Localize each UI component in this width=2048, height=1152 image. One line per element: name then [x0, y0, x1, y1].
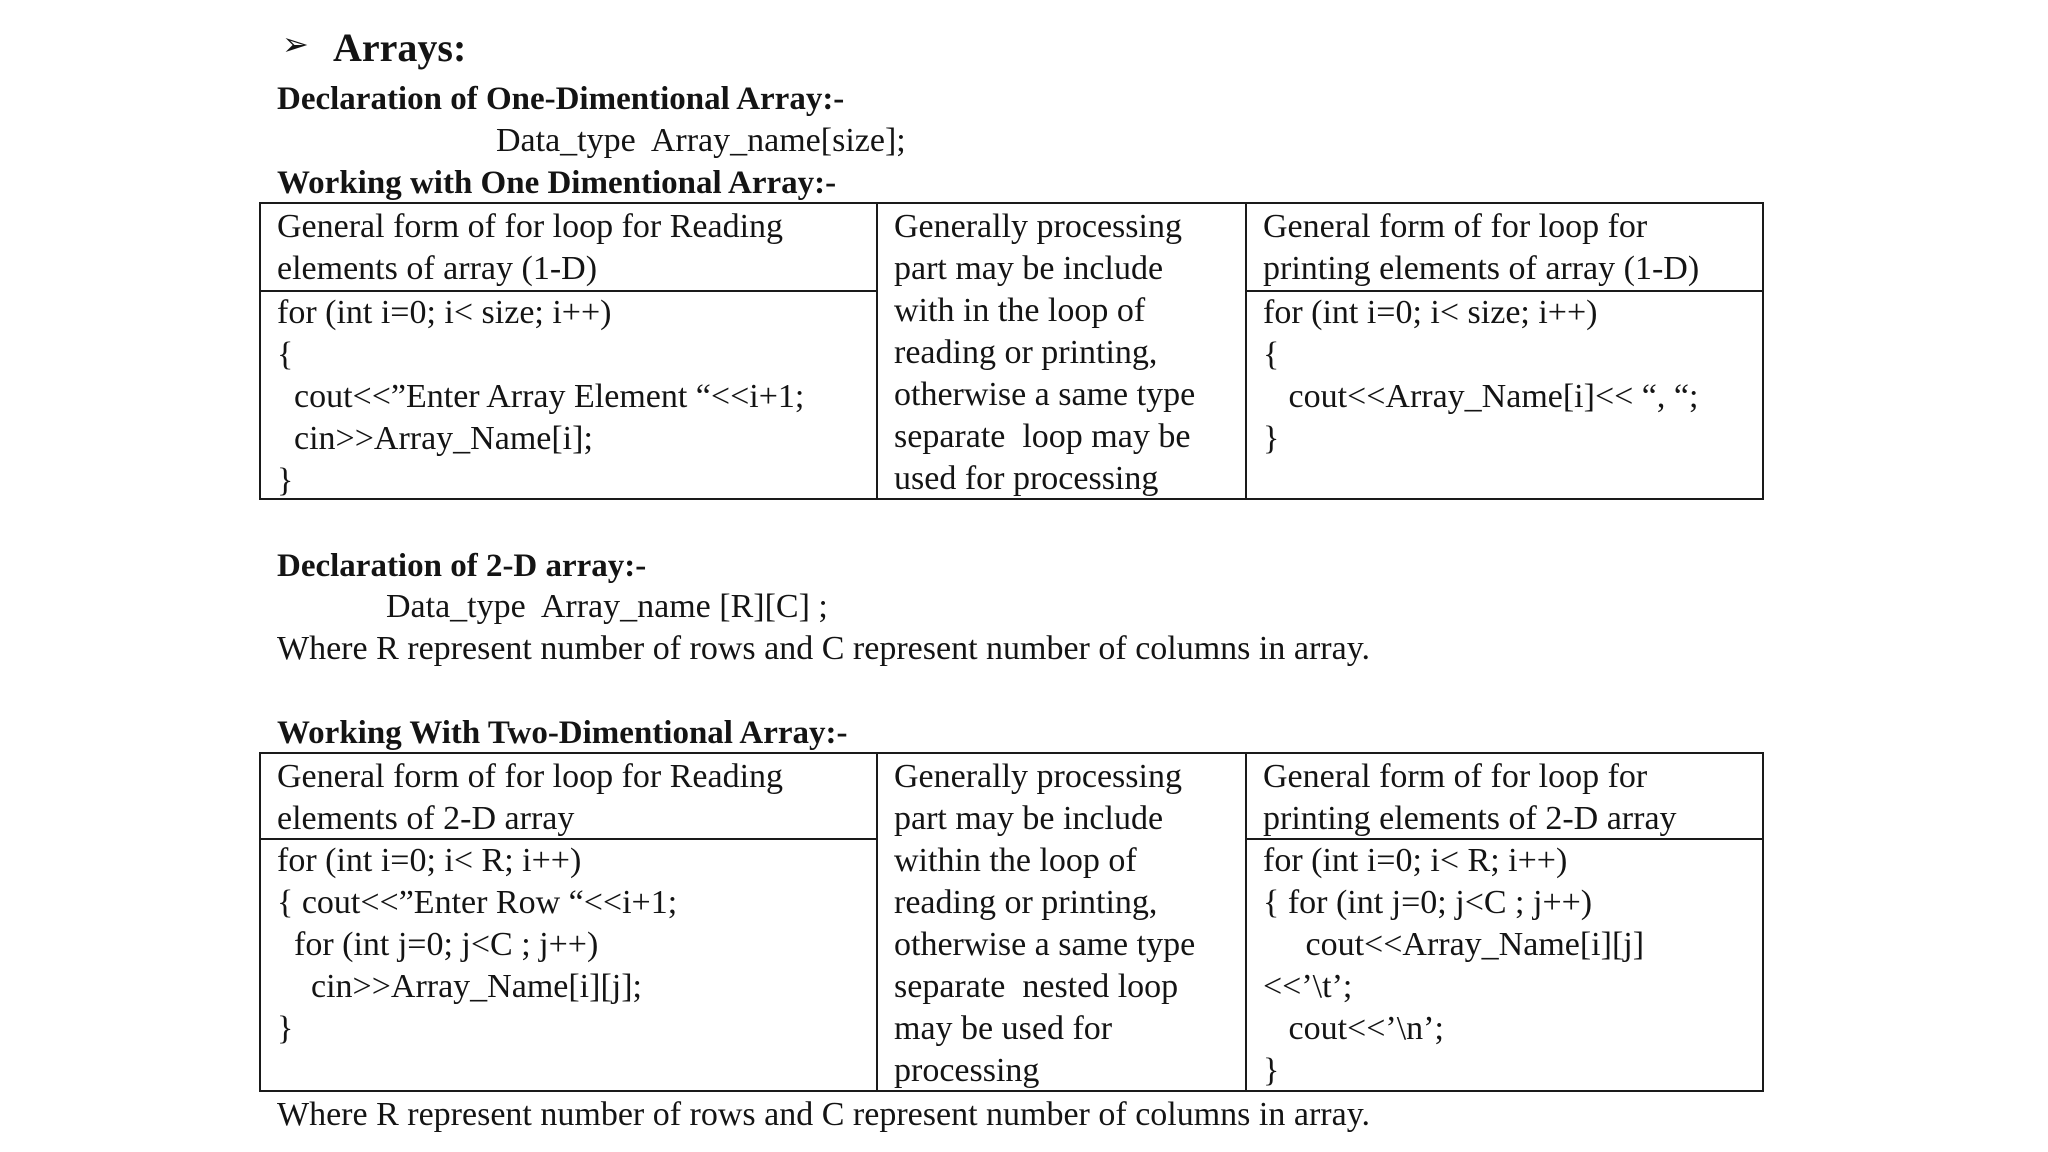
note-line: within the loop of [894, 842, 1137, 879]
code-line: cout<<’\n’; [1263, 1010, 1444, 1047]
code-line: cin>>Array_Name[i][j]; [277, 968, 642, 1005]
note-line: may be used for [894, 1010, 1113, 1047]
code-line: cout<<Array_Name[i]<< “, “; [1263, 378, 1699, 415]
table-divider [876, 754, 878, 1090]
note-line: part may be include [894, 800, 1164, 837]
code-line: } [1263, 420, 1280, 457]
one-d-read-code [277, 292, 804, 502]
two-d-declaration-heading: Declaration of 2-D array:- [277, 548, 647, 584]
header-line: General form of for loop for Reading [277, 208, 784, 245]
code-line: { for (int j=0; j<C ; j++) [1263, 884, 1593, 921]
one-d-processing-note [894, 206, 1195, 500]
header-line: General form of for loop for Reading [277, 758, 784, 795]
two-d-read-header [277, 756, 783, 840]
header-line: General form of for loop for [1263, 758, 1648, 795]
header-line: printing elements of array (1-D) [1263, 250, 1700, 287]
code-line: } [1263, 1052, 1280, 1089]
two-d-print-code [1263, 840, 1644, 1092]
header-line: elements of array (1-D) [277, 250, 598, 287]
note-line: part may be include [894, 250, 1164, 287]
header-line: General form of for loop for [1263, 208, 1648, 245]
one-d-declaration-syntax: Data_type Array_name[size]; [496, 122, 906, 159]
table-divider [1245, 204, 1247, 498]
code-line: { [1263, 336, 1280, 373]
note-line: with in the loop of [894, 292, 1146, 329]
note-line: separate loop may be [894, 418, 1191, 455]
two-d-declaration-note: Where R represent number of rows and C represent number of columns in array. [277, 630, 1370, 667]
note-line: processing [894, 1052, 1040, 1089]
two-d-declaration-syntax: Data_type Array_name [R][C] ; [386, 588, 828, 625]
one-d-print-header [1263, 206, 1699, 290]
note-line: Generally processing [894, 758, 1182, 795]
two-d-table [259, 752, 1764, 1092]
two-d-read-code [277, 840, 677, 1050]
code-line: cout<<Array_Name[i][j] [1263, 926, 1645, 963]
code-line: { cout<<”Enter Row “<<i+1; [277, 884, 678, 921]
note-line: reading or printing, [894, 884, 1158, 921]
code-line: cout<<”Enter Array Element “<<i+1; [277, 378, 805, 415]
two-d-print-header [1263, 756, 1677, 840]
note-line: otherwise a same type [894, 926, 1196, 963]
bullet-arrow-icon: ➢ [282, 26, 309, 62]
code-line: for (int i=0; i< R; i++) [1263, 842, 1568, 879]
code-line: for (int i=0; i< size; i++) [1263, 294, 1598, 331]
one-d-working-heading: Working with One Dimentional Array:- [277, 165, 837, 201]
table-divider [1245, 754, 1247, 1090]
two-d-footer-note: Where R represent number of rows and C represent number of columns in array. [277, 1096, 1370, 1133]
one-d-read-header [277, 206, 783, 290]
two-d-processing-note [894, 756, 1195, 1092]
code-line: } [277, 1010, 294, 1047]
note-line: reading or printing, [894, 334, 1158, 371]
code-line: for (int i=0; i< size; i++) [277, 294, 612, 331]
code-line: } [277, 462, 294, 499]
note-line: Generally processing [894, 208, 1182, 245]
header-line: elements of 2-D array [277, 800, 575, 837]
header-line: printing elements of 2-D array [1263, 800, 1677, 837]
note-line: otherwise a same type [894, 376, 1196, 413]
code-line: for (int i=0; i< R; i++) [277, 842, 582, 879]
one-d-print-code [1263, 292, 1698, 460]
note-line: used for processing [894, 460, 1159, 497]
one-d-table [259, 202, 1764, 500]
code-line: <<’\t’; [1263, 968, 1353, 1005]
code-line: for (int j=0; j<C ; j++) [277, 926, 599, 963]
two-d-working-heading: Working With Two-Dimentional Array:- [277, 715, 848, 751]
note-line: separate nested loop [894, 968, 1179, 1005]
section-title: Arrays: [333, 25, 467, 70]
code-line: cin>>Array_Name[i]; [277, 420, 593, 457]
code-line: { [277, 336, 294, 373]
table-divider [876, 204, 878, 498]
one-d-declaration-heading: Declaration of One-Dimentional Array:- [277, 81, 845, 117]
